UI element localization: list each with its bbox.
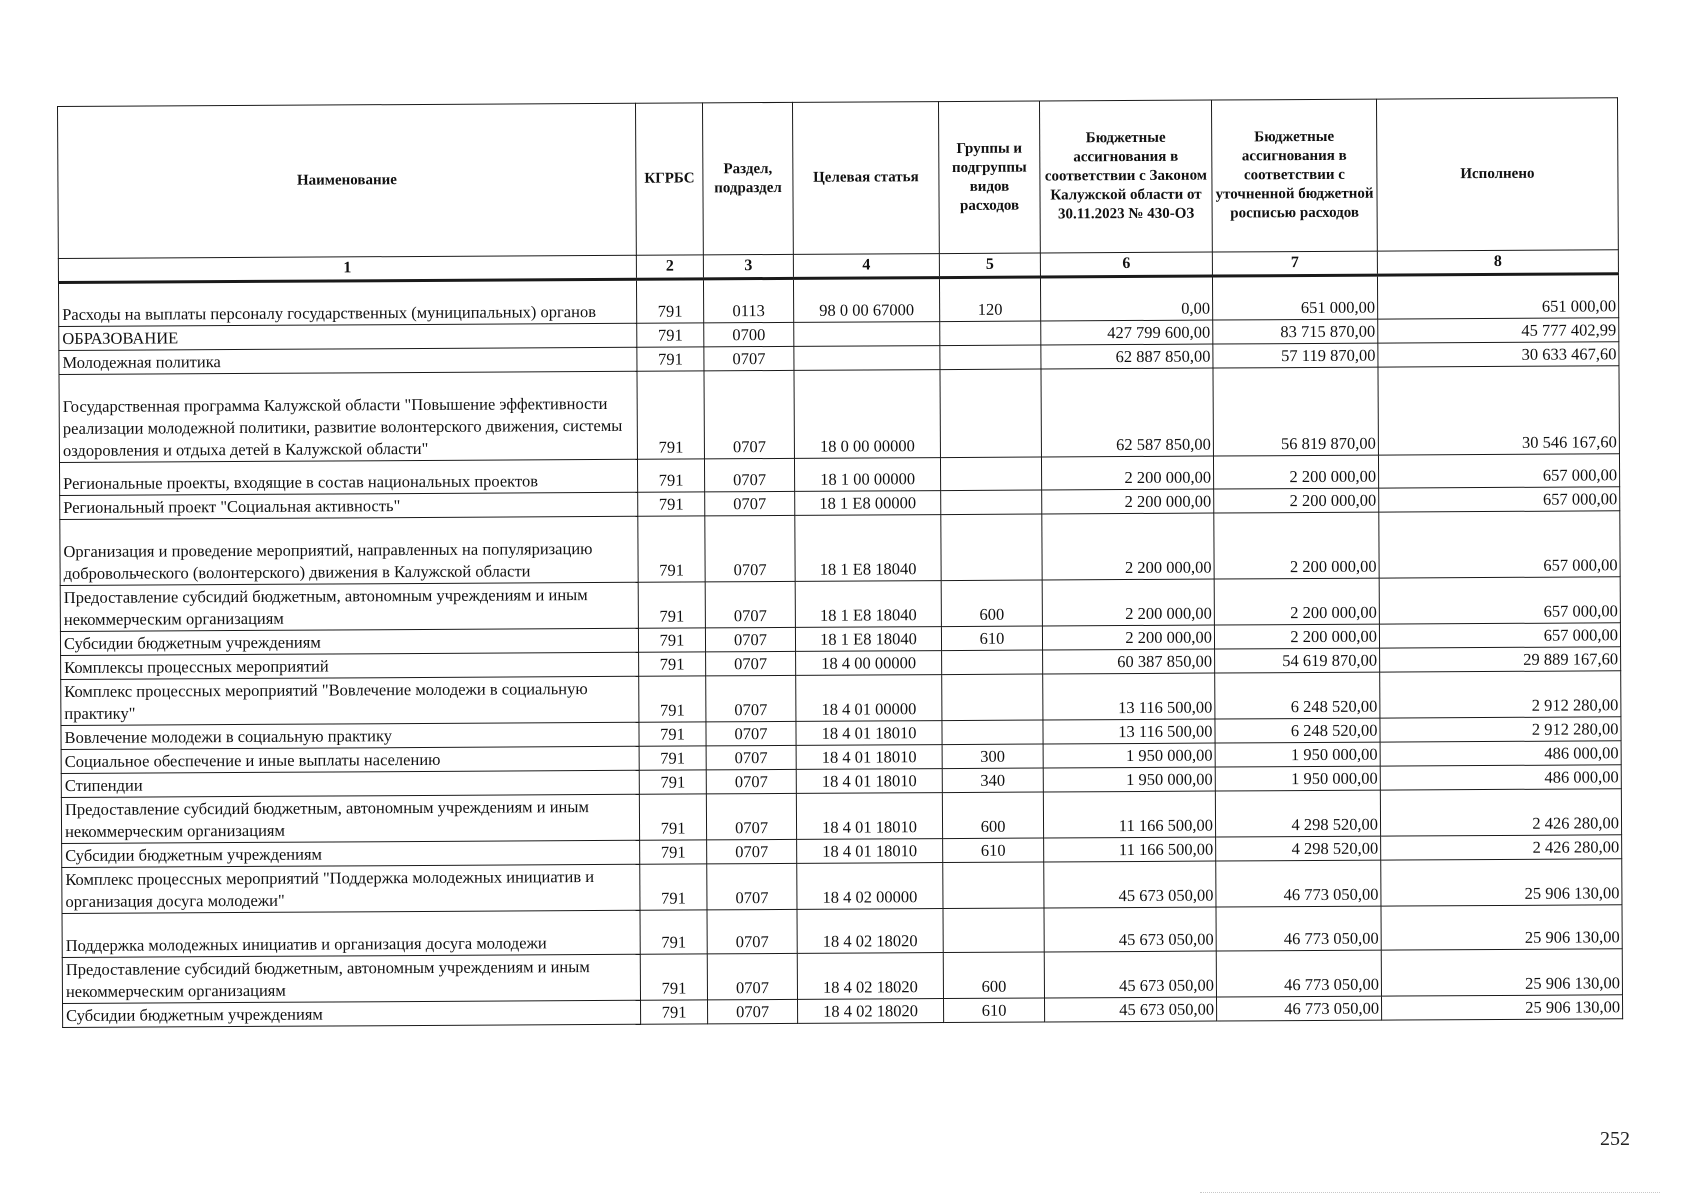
- row-target-article: [794, 346, 940, 371]
- header-cell: Бюджетные ассигнования в соответствии с уточненной бюджетной росписью расходов: [1211, 99, 1377, 252]
- row-refined-allocation: 56 819 870,00: [1213, 367, 1378, 456]
- row-kgrbs: 791: [637, 459, 704, 492]
- row-executed: 2 426 280,00: [1381, 835, 1622, 860]
- column-number: 8: [1377, 250, 1618, 275]
- header-cell: Бюджетные ассигнования в соответствии с Законом Калужской области от 30.11.2023 № 430-ОЗ: [1039, 100, 1212, 253]
- row-law-allocation: 60 387 850,00: [1043, 649, 1215, 674]
- row-target-article: 18 1 Е8 00000: [795, 491, 941, 516]
- row-target-article: [794, 322, 940, 347]
- row-law-allocation: 427 799 600,00: [1041, 320, 1213, 345]
- row-name: Социальное обеспечение и иные выплаты населению: [61, 746, 639, 773]
- row-section: 0707: [706, 793, 796, 840]
- row-target-article: 18 4 01 00000: [796, 675, 942, 722]
- row-executed: 2 912 280,00: [1380, 717, 1621, 742]
- row-refined-allocation: 46 773 050,00: [1216, 950, 1381, 997]
- row-section: 0700: [704, 322, 794, 347]
- row-expense-group: [942, 720, 1043, 745]
- row-target-article: 18 4 02 00000: [797, 863, 943, 910]
- row-kgrbs: 791: [639, 652, 706, 676]
- row-name: Предоставление субсидий бюджетным, автономным учреждениям и иным некоммерческим организациям: [62, 954, 640, 1003]
- row-refined-allocation: 57 119 870,00: [1213, 343, 1378, 368]
- row-law-allocation: 2 200 000,00: [1042, 579, 1214, 626]
- row-section: 0707: [704, 370, 794, 459]
- row-section: 0707: [705, 581, 795, 628]
- row-law-allocation: 62 887 850,00: [1041, 344, 1213, 369]
- column-number: 6: [1040, 252, 1212, 277]
- row-law-allocation: 11 166 500,00: [1044, 837, 1216, 862]
- row-expense-group: [943, 908, 1044, 953]
- row-kgrbs: 791: [638, 492, 705, 516]
- row-expense-group: 610: [943, 838, 1044, 863]
- row-expense-group: [940, 321, 1041, 346]
- row-kgrbs: 791: [639, 770, 706, 794]
- row-executed: 657 000,00: [1378, 454, 1619, 488]
- header-cell: Группы и подгруппы видов расходов: [938, 101, 1040, 254]
- row-refined-allocation: 4 298 520,00: [1215, 790, 1380, 837]
- row-section: 0113: [703, 278, 793, 323]
- row-executed: 2 426 280,00: [1380, 789, 1621, 836]
- row-section: 0707: [707, 839, 797, 864]
- page-number: 252: [1600, 1128, 1630, 1150]
- row-section: 0707: [708, 999, 798, 1024]
- row-section: 0707: [706, 675, 796, 722]
- row-name: Стипендии: [61, 770, 639, 797]
- row-target-article: 18 4 01 18010: [797, 839, 943, 864]
- row-executed: 657 000,00: [1379, 623, 1620, 648]
- row-kgrbs: 791: [639, 746, 706, 770]
- row-executed: 657 000,00: [1379, 511, 1620, 578]
- row-target-article: 18 1 Е8 18040: [795, 627, 941, 652]
- row-refined-allocation: 651 000,00: [1212, 275, 1377, 320]
- row-section: 0707: [704, 346, 794, 371]
- row-executed: 45 777 402,99: [1378, 318, 1619, 343]
- column-number: 3: [703, 254, 793, 279]
- row-name: Предоставление субсидий бюджетным, автономным учреждениям и иным некоммерческим организациям: [60, 582, 638, 631]
- row-target-article: 18 0 00 00000: [794, 370, 940, 459]
- row-executed: 486 000,00: [1380, 765, 1621, 790]
- row-section: 0707: [707, 909, 797, 954]
- row-kgrbs: 791: [636, 279, 703, 323]
- row-executed: 29 889 167,60: [1380, 647, 1621, 672]
- header-row: [58, 98, 1619, 259]
- header-cell: КГРБС: [635, 103, 703, 255]
- row-executed: 25 906 130,00: [1381, 995, 1622, 1020]
- row-target-article: 18 1 Е8 18040: [795, 515, 941, 582]
- row-name: Организация и проведение мероприятий, направленных на популяризацию добровольческого (волонтерского) движения в Калужской области: [60, 516, 638, 585]
- row-name: Предоставление субсидий бюджетным, автономным учреждениям и иным некоммерческим организациям: [61, 794, 639, 843]
- header-cell: Исполнено: [1376, 98, 1618, 251]
- row-kgrbs: 791: [640, 954, 707, 1000]
- row-expense-group: 610: [941, 626, 1042, 651]
- row-refined-allocation: 4 298 520,00: [1216, 836, 1381, 861]
- scan-artifact: [1200, 1192, 1660, 1193]
- row-kgrbs: 791: [639, 794, 706, 840]
- row-law-allocation: 62 587 850,00: [1041, 368, 1213, 457]
- row-name: Молодежная политика: [59, 347, 637, 374]
- budget-table: [57, 97, 1623, 1028]
- row-expense-group: [942, 674, 1043, 721]
- row-target-article: 18 4 02 18020: [797, 953, 943, 1000]
- row-executed: 651 000,00: [1377, 274, 1618, 319]
- header-cell: Наименование: [58, 103, 637, 258]
- row-law-allocation: 2 200 000,00: [1042, 513, 1214, 580]
- row-target-article: 18 4 02 18020: [798, 999, 944, 1024]
- row-name: Комплекс процессных мероприятий "Вовлечение молодежи в социальную практику": [61, 676, 639, 725]
- row-law-allocation: 0,00: [1040, 276, 1212, 321]
- row-target-article: 18 4 01 18010: [796, 721, 942, 746]
- row-executed: 25 906 130,00: [1381, 859, 1622, 906]
- row-section: 0707: [706, 721, 796, 746]
- column-number: 2: [636, 255, 703, 279]
- row-expense-group: 600: [941, 580, 1042, 627]
- row-target-article: 18 4 02 18020: [797, 909, 943, 954]
- row-expense-group: 300: [942, 744, 1043, 769]
- row-kgrbs: 791: [638, 582, 705, 628]
- column-number: 1: [58, 255, 636, 282]
- row-expense-group: [941, 514, 1042, 581]
- column-number: 5: [939, 253, 1040, 278]
- row-law-allocation: 45 673 050,00: [1044, 951, 1216, 998]
- row-target-article: 18 4 01 18010: [796, 793, 942, 840]
- row-target-article: 98 0 00 67000: [793, 278, 939, 323]
- row-section: 0707: [707, 953, 797, 1000]
- row-name: Субсидии бюджетным учреждениям: [60, 628, 638, 655]
- row-kgrbs: 791: [640, 864, 707, 910]
- row-name: Поддержка молодежных инициатив и организация досуга молодежи: [62, 910, 640, 957]
- row-name: Субсидии бюджетным учреждениям: [62, 840, 640, 867]
- row-executed: 486 000,00: [1380, 741, 1621, 766]
- row-name: Субсидии бюджетным учреждениям: [63, 1000, 641, 1027]
- row-expense-group: 120: [939, 277, 1040, 322]
- row-expense-group: 340: [942, 768, 1043, 793]
- row-name: Вовлечение молодежи в социальную практику: [61, 722, 639, 749]
- row-expense-group: [941, 490, 1042, 515]
- row-executed: 30 546 167,60: [1378, 366, 1619, 455]
- row-law-allocation: 2 200 000,00: [1042, 489, 1214, 514]
- row-refined-allocation: 6 248 520,00: [1215, 718, 1380, 743]
- row-target-article: 18 1 Е8 18040: [795, 581, 941, 628]
- row-refined-allocation: 83 715 870,00: [1213, 319, 1378, 344]
- row-law-allocation: 13 116 500,00: [1043, 673, 1215, 720]
- row-name: Региональный проект "Социальная активность": [60, 492, 638, 519]
- row-name: Государственная программа Калужской области "Повышение эффективности реализации молодежной политики, развитие волонтерского движения, системы оздоровления и отдыха детей в Калужской области": [59, 371, 637, 462]
- row-law-allocation: 1 950 000,00: [1043, 767, 1215, 792]
- row-expense-group: [940, 457, 1041, 491]
- row-refined-allocation: 2 200 000,00: [1214, 578, 1379, 625]
- row-name: ОБРАЗОВАНИЕ: [59, 323, 637, 350]
- row-law-allocation: 11 166 500,00: [1043, 791, 1215, 838]
- row-executed: 657 000,00: [1379, 487, 1620, 512]
- table-row: [59, 366, 1619, 463]
- row-executed: 25 906 130,00: [1381, 905, 1622, 950]
- row-expense-group: [942, 650, 1043, 675]
- row-executed: 25 906 130,00: [1381, 949, 1622, 996]
- row-kgrbs: 791: [640, 910, 707, 954]
- row-expense-group: [940, 369, 1041, 458]
- row-refined-allocation: 46 773 050,00: [1216, 996, 1381, 1021]
- row-executed: 30 633 467,60: [1378, 342, 1619, 367]
- row-section: 0707: [707, 863, 797, 910]
- row-kgrbs: 791: [637, 323, 704, 347]
- row-executed: 657 000,00: [1379, 577, 1620, 624]
- row-expense-group: [940, 345, 1041, 370]
- row-refined-allocation: 6 248 520,00: [1215, 672, 1380, 719]
- row-refined-allocation: 1 950 000,00: [1215, 766, 1380, 791]
- header-cell: Раздел, подраздел: [702, 102, 793, 255]
- row-section: 0707: [706, 651, 796, 676]
- row-refined-allocation: 2 200 000,00: [1214, 624, 1379, 649]
- row-law-allocation: 45 673 050,00: [1044, 861, 1216, 908]
- row-kgrbs: 791: [638, 628, 705, 652]
- row-refined-allocation: 2 200 000,00: [1214, 512, 1379, 579]
- row-law-allocation: 13 116 500,00: [1043, 719, 1215, 744]
- row-refined-allocation: 46 773 050,00: [1216, 860, 1381, 907]
- row-name: Комплекс процессных мероприятий "Поддержка молодежных инициатив и организация досуга молодежи": [62, 864, 640, 913]
- column-number: 4: [793, 254, 939, 279]
- row-target-article: 18 4 01 18010: [796, 769, 942, 794]
- row-expense-group: 600: [942, 792, 1043, 839]
- row-law-allocation: 1 950 000,00: [1043, 743, 1215, 768]
- row-section: 0707: [706, 745, 796, 770]
- table-row: [60, 511, 1620, 586]
- row-target-article: 18 1 00 00000: [794, 458, 940, 492]
- row-name: Комплексы процессных мероприятий: [61, 652, 639, 679]
- row-section: 0707: [705, 491, 795, 516]
- row-law-allocation: 45 673 050,00: [1044, 997, 1216, 1022]
- row-section: 0707: [706, 769, 796, 794]
- row-kgrbs: 791: [639, 676, 706, 722]
- row-name: Региональные проекты, входящие в состав национальных проектов: [59, 459, 637, 495]
- row-section: 0707: [705, 515, 795, 582]
- row-kgrbs: 791: [638, 516, 705, 582]
- row-refined-allocation: 54 619 870,00: [1215, 648, 1380, 673]
- header-cell: Целевая статья: [792, 102, 939, 255]
- row-refined-allocation: 2 200 000,00: [1214, 488, 1379, 513]
- row-kgrbs: 791: [637, 347, 704, 371]
- row-kgrbs: 791: [639, 722, 706, 746]
- row-refined-allocation: 46 773 050,00: [1216, 906, 1381, 951]
- row-refined-allocation: 1 950 000,00: [1215, 742, 1380, 767]
- row-expense-group: [943, 862, 1044, 909]
- row-expense-group: 600: [943, 952, 1044, 999]
- row-law-allocation: 45 673 050,00: [1044, 907, 1216, 952]
- row-kgrbs: 791: [641, 1000, 708, 1024]
- row-kgrbs: 791: [640, 840, 707, 864]
- row-section: 0707: [704, 458, 794, 492]
- table-body: [58, 274, 1622, 1028]
- column-number: 7: [1212, 251, 1377, 276]
- row-law-allocation: 2 200 000,00: [1041, 456, 1213, 490]
- row-target-article: 18 4 01 18010: [796, 745, 942, 770]
- row-name: Расходы на выплаты персоналу государственных (муниципальных) органов: [58, 279, 636, 326]
- row-executed: 2 912 280,00: [1380, 671, 1621, 718]
- row-target-article: 18 4 00 00000: [796, 651, 942, 676]
- row-kgrbs: 791: [637, 371, 704, 459]
- row-law-allocation: 2 200 000,00: [1042, 625, 1214, 650]
- row-expense-group: 610: [943, 998, 1044, 1023]
- row-refined-allocation: 2 200 000,00: [1213, 455, 1378, 489]
- row-section: 0707: [705, 627, 795, 652]
